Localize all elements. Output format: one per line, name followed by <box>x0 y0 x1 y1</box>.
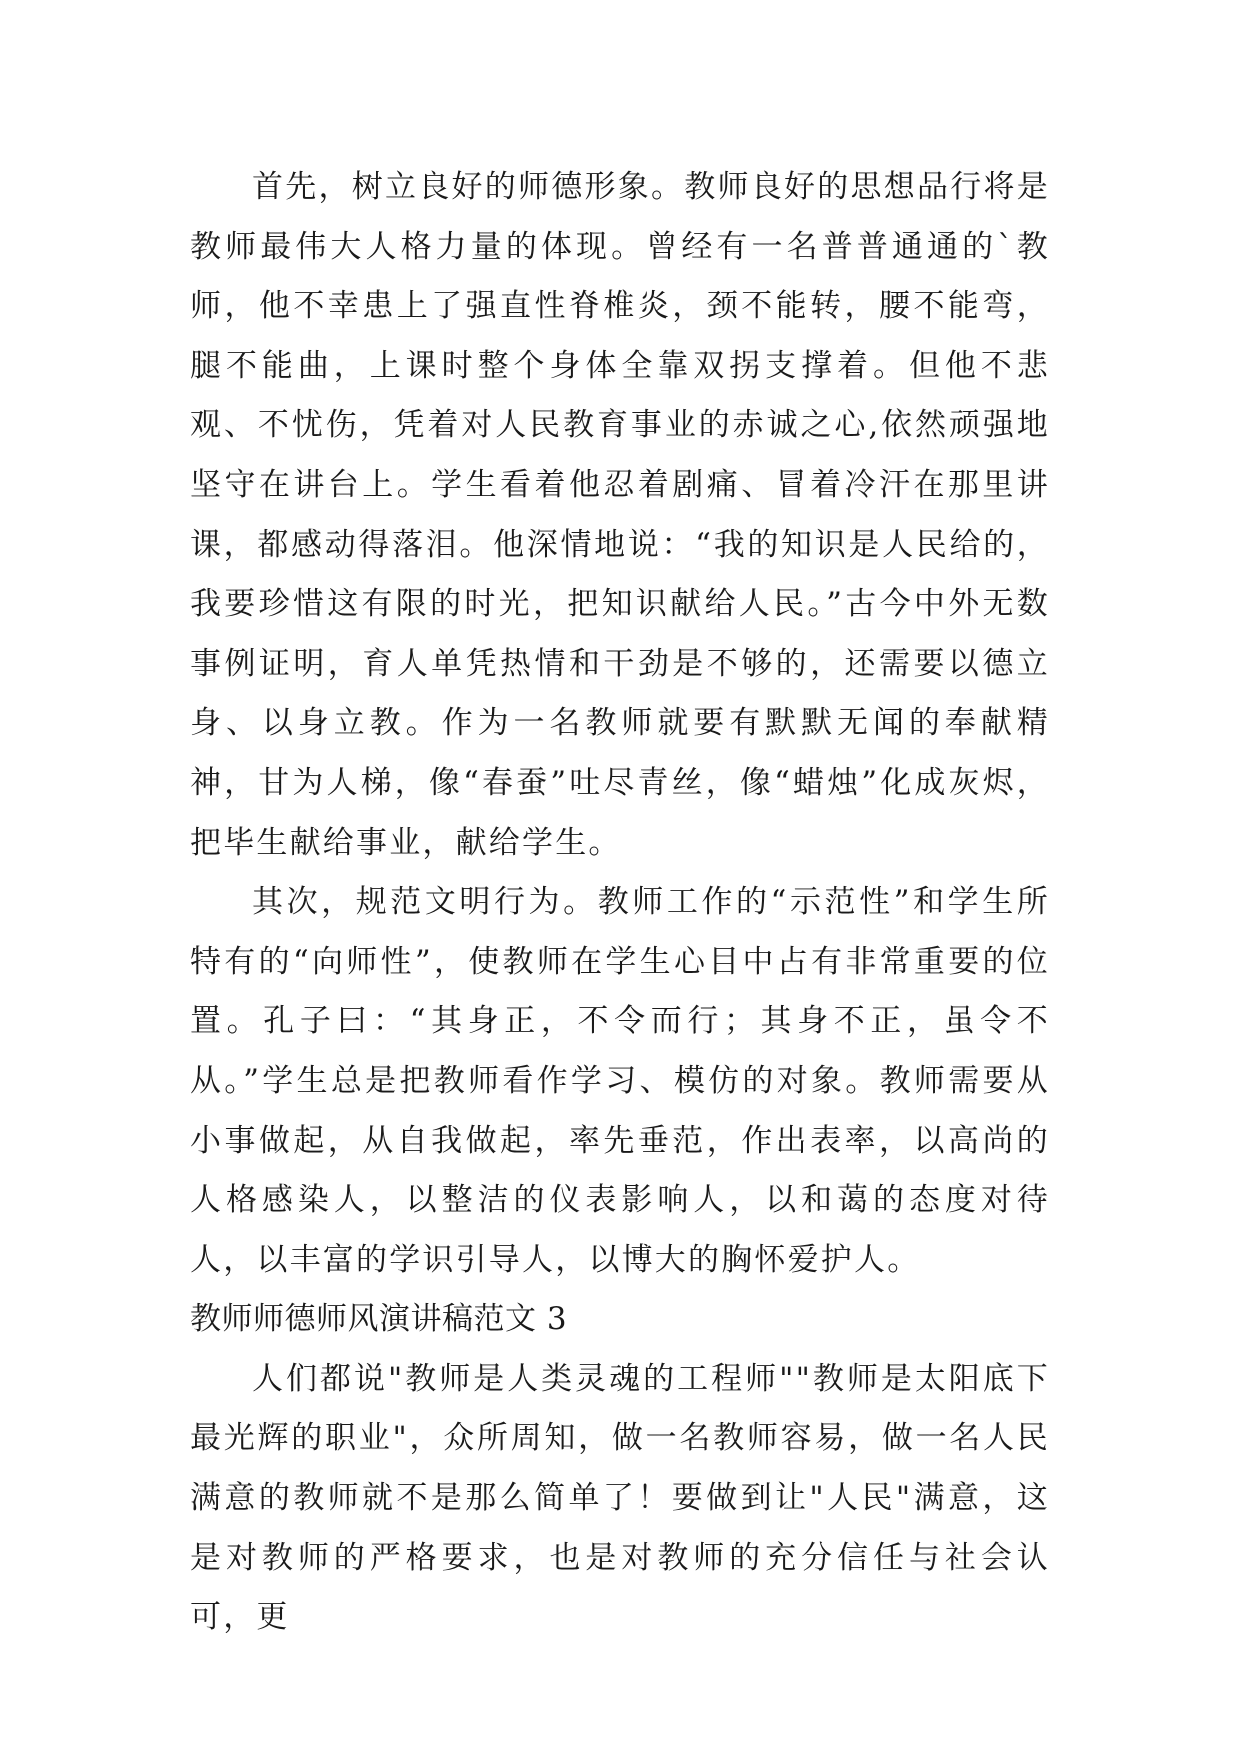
paragraph-teacher-ethics-image: 首先，树立良好的师德形象。教师良好的思想品行将是教师最伟大人格力量的体现。曾经有一名普普通通的`教师，他不幸患上了强直性脊椎炎，颈不能转，腰不能弯，腿不能曲，上课时整个身体全靠双拐支撑着。但他不悲观、不忧伤，凭着对人民教育事业的赤诚之心,依然顽强地坚守在讲台上。学生看着他忍着剧痛、冒着冷汗在那里讲课，都感动得落泪。他深情地说：“我的知识是人民给的，我要珍惜这有限的时光，把知识献给人民。”古今中外无数事例证明，育人单凭热情和干劲是不够的，还需要以德立身、以身立教。作为一名教师就要有默默无闻的奉献精神，甘为人梯，像“春蚕”吐尽青丝，像“蜡烛”化成灰烬，把毕生献给事业，献给学生。 <box>190 169 1050 861</box>
paragraph-speech-3-opening: 人们都说"教师是人类灵魂的工程师""教师是太阳底下最光辉的职业"，众所周知，做一名教师容易，做一名人民满意的教师就不是那么简单了！要做到让"人民"满意，这是对教师的严格要求，也是对教师的充分信任与社会认可，更 <box>190 1360 1050 1636</box>
section-heading: 教师师德师风演讲稿范文 3 <box>190 1301 568 1338</box>
document-page <box>190 158 1050 1648</box>
paragraph-standard-behavior: 其次，规范文明行为。教师工作的“示范性”和学生所特有的“向师性”，使教师在学生心目中占有非常重要的位置。孔子曰：“其身正，不令而行；其身不正，虽令不从。”学生总是把教师看作学习、模仿的对象。教师需要从小事做起，从自我做起，率先垂范，作出表率，以高尚的人格感染人，以整洁的仪表影响人，以和蔼的态度对待人，以丰富的学识引导人，以博大的胸怀爱护人。 <box>190 884 1050 1278</box>
